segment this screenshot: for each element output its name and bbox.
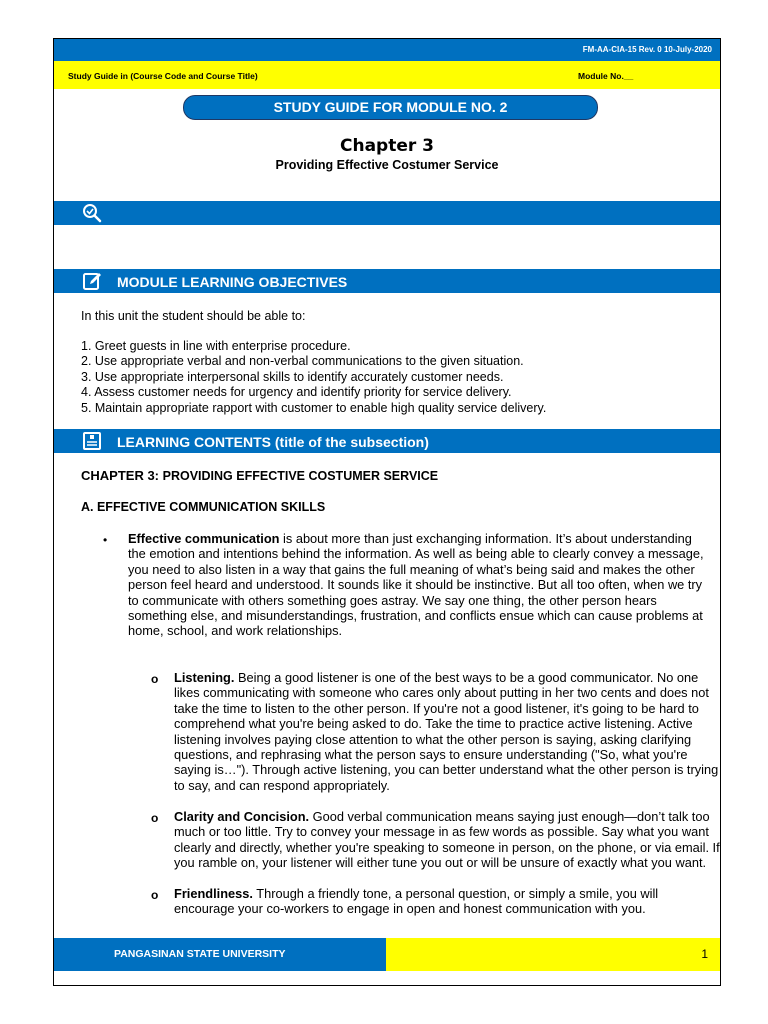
module-number-label: Module No.__ <box>578 71 634 81</box>
footer-university-band <box>54 938 386 971</box>
document-reference: FM-AA-CIA-15 Rev. 0 10-July-2020 <box>582 45 712 54</box>
course-info-band <box>54 61 720 89</box>
sub-item-term: Listening. <box>174 670 235 685</box>
footer-page-band <box>386 938 720 971</box>
contents-section-bar <box>54 429 720 453</box>
chapter-heading-prefix: CHAPTER 3: <box>81 468 163 483</box>
objective-item: 5. Maintain appropriate rapport with customer to enable high quality service delivery. <box>81 400 547 415</box>
contents-heading: LEARNING CONTENTS (title of the subsection) <box>117 434 429 450</box>
paragraph-text: is about more than just exchanging information. It’s about understanding the emotion and intentions behind the information. As well as being able to clearly convey a message, you need to also listen in a way that gains the full meaning of what’s being said and makes the other person feel heard and understood. It sounds like it should be instinctive. But all too often, when we try to communicate with others something goes astray. We say one thing, the other person hears something else, and misunderstandings, frustration, and conflicts ensue which can cause problems at home, school, and work relationships. <box>128 531 704 639</box>
section-heading: A. EFFECTIVE COMMUNICATION SKILLS <box>81 500 326 514</box>
bullet-marker: • <box>103 533 108 547</box>
content-chapter-heading <box>81 468 438 483</box>
sub-item-text: Through a friendly tone, a personal question, or simply a smile, you will encourage your co-workers to engage in open and honest communication with you. <box>174 886 659 917</box>
sub-bullet-marker: o <box>151 672 159 686</box>
objective-item: 2. Use appropriate verbal and non-verbal communications to the given situation. <box>81 354 524 369</box>
edit-icon <box>82 271 102 291</box>
sub-item-clarity <box>174 809 720 871</box>
sub-item-term: Clarity and Concision. <box>174 809 310 824</box>
sub-bullet-marker: o <box>151 811 159 825</box>
module-title-banner: STUDY GUIDE FOR MODULE NO. 2 <box>183 95 598 120</box>
header-band <box>54 39 720 61</box>
sub-item-term: Friendliness. <box>174 886 253 901</box>
university-name: PANGASINAN STATE UNIVERSITY <box>114 948 286 960</box>
sub-item-listening <box>174 670 720 793</box>
objective-item: 1. Greet guests in line with enterprise procedure. <box>81 339 351 353</box>
objectives-intro: In this unit the student should be able to: <box>81 309 306 323</box>
objective-item: 4. Assess customer needs for urgency and identify priority for service delivery. <box>81 385 512 400</box>
document-icon <box>82 431 102 451</box>
effective-communication-paragraph <box>128 531 710 639</box>
paragraph-bold-term: Effective communication <box>128 531 280 546</box>
chapter-subtitle: Providing Effective Costumer Service <box>275 158 499 172</box>
chapter-heading-title: PROVIDING EFFECTIVE COSTUMER SERVICE <box>162 469 439 483</box>
sub-item-friendliness <box>174 886 720 917</box>
sub-item-text: Good verbal communication means saying just enough—don’t talk too much or too little. Try to convey your message in as few words as possible. Say what you want clearly and directly, whether you're speaking to someone in person, on the phone, or via email. If you ramble on, your listener will either tune you out or will be unsure of exactly what you want. <box>174 809 720 871</box>
search-icon <box>82 203 102 223</box>
overview-section-bar <box>54 201 720 225</box>
objectives-section-bar <box>54 269 720 293</box>
sub-bullet-marker: o <box>151 888 159 902</box>
sub-item-text: Being a good listener is one of the best ways to be a good communicator. No one likes communicating with someone who cares only about putting in her two cents and does not take the time to listen to the other person. If you're not a good listener, it's going to be hard to comprehend what you're being asked to do. Take the time to practice active listening. Active listening involves paying close attention to what the other person is saying, asking clarifying questions, and rephrasing what the person says to ensure understanding ("So, what you're saying is…"). Through active listening, you can better understand what the other person is trying to say, and can respond appropriately. <box>174 670 719 793</box>
objective-item: 3. Use appropriate interpersonal skills to identify accurately customer needs. <box>81 369 504 384</box>
objectives-list <box>81 339 546 416</box>
chapter-title: Chapter 3 <box>339 136 434 156</box>
study-guide-course-label: Study Guide in (Course Code and Course Title) <box>68 71 258 81</box>
page-number: 1 <box>701 947 708 961</box>
objectives-heading: MODULE LEARNING OBJECTIVES <box>117 274 348 290</box>
